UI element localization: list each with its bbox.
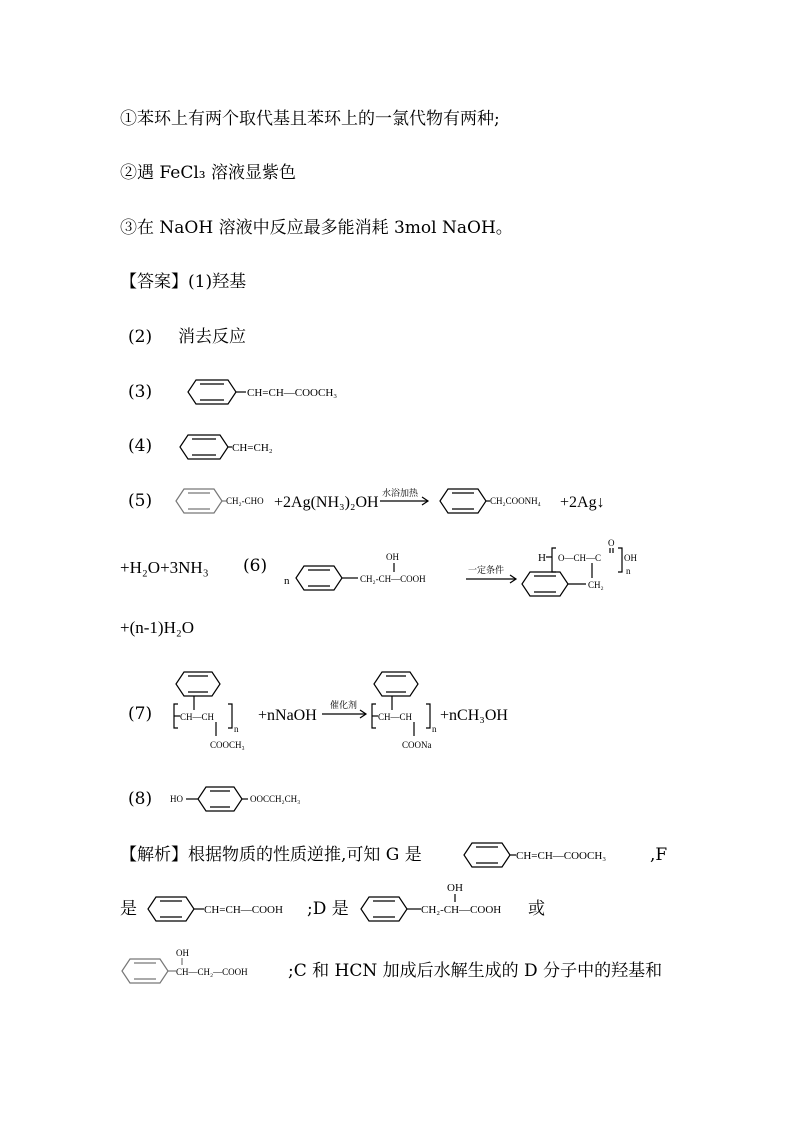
q3-group: CH=CH—COOCH₃ bbox=[247, 387, 338, 399]
benzene-ring-icon bbox=[198, 787, 242, 811]
benzene-ring-icon bbox=[374, 672, 418, 696]
analysis-f-structure bbox=[142, 894, 322, 924]
q7-condition: 催化剂 bbox=[330, 700, 358, 710]
benzene-ring-icon bbox=[188, 380, 236, 404]
benzene-ring-icon bbox=[180, 435, 228, 459]
q5-product-group: CH₂COONH₄ bbox=[490, 496, 541, 506]
answer-heading: 【答案】(1)羟基 bbox=[120, 272, 247, 292]
q6-tail: +(n-1)H₂O bbox=[120, 618, 195, 637]
q7-product-n: n bbox=[432, 724, 437, 734]
q6-oh: OH bbox=[386, 552, 399, 562]
q5-equation bbox=[170, 484, 610, 518]
q8-left: HO bbox=[170, 794, 183, 804]
q7-n: n bbox=[234, 724, 239, 734]
q7-salt: COONa bbox=[402, 740, 432, 750]
q6-number: (6) bbox=[243, 556, 268, 576]
analysis-d-structure bbox=[355, 880, 535, 924]
q6-polymer-chain: O—CH—C bbox=[558, 553, 602, 563]
q6-h: H bbox=[538, 552, 546, 564]
q6-carbonyl-o: O bbox=[608, 538, 615, 548]
benzene-ring-icon bbox=[296, 566, 342, 590]
q7-ester: COOCH₃ bbox=[210, 740, 245, 750]
q6-equation bbox=[282, 538, 662, 604]
q6-ch2: CH₂ bbox=[588, 580, 604, 590]
q8-number: (8) bbox=[128, 789, 153, 809]
q7-tail: +nCH₃OH bbox=[440, 707, 508, 724]
q5-number: (5) bbox=[128, 491, 153, 511]
analysis-line1: 【解析】根据物质的性质逆推,可知 G 是 bbox=[120, 845, 422, 865]
q5-tail: +2Ag↓ bbox=[560, 494, 605, 511]
q6-condition: 一定条件 bbox=[468, 565, 505, 575]
condition-1: ①苯环上有两个取代基且苯环上的一氯代物有两种; bbox=[120, 109, 500, 129]
benzene-ring-icon bbox=[176, 489, 222, 513]
benzene-ring-icon bbox=[148, 897, 194, 921]
q6-coefficient: n bbox=[284, 575, 290, 587]
benzene-ring-icon bbox=[361, 897, 407, 921]
analysis-g-structure bbox=[458, 840, 668, 870]
benzene-ring-icon bbox=[176, 672, 220, 696]
q7-number: (7) bbox=[128, 704, 153, 724]
q5-reagent: +2Ag(NH₃)₂OH bbox=[274, 494, 379, 511]
q7-reagent: +nNaOH bbox=[258, 707, 317, 724]
q8-structure bbox=[170, 784, 370, 814]
q6-n: n bbox=[626, 566, 631, 576]
q5-condition: 水浴加热 bbox=[382, 488, 419, 498]
analysis-line2-mid: ;D 是 bbox=[307, 899, 349, 919]
analysis-d-alt-chain: CH—CH₂—COOH bbox=[176, 967, 248, 977]
q3-structure bbox=[180, 377, 380, 407]
benzene-ring-icon bbox=[122, 959, 168, 983]
analysis-line1-end: ,F bbox=[650, 845, 668, 865]
benzene-ring-icon bbox=[464, 843, 510, 867]
q6-oh-end: OH bbox=[624, 553, 637, 563]
q3-number: (3) bbox=[128, 382, 153, 402]
benzene-ring-icon bbox=[522, 572, 568, 596]
benzene-ring-icon bbox=[440, 489, 486, 513]
q7-monomer: CH—CH bbox=[180, 712, 215, 722]
analysis-d-chain: CH₂-CH—COOH bbox=[421, 904, 502, 916]
analysis-d-oh: OH bbox=[447, 882, 463, 894]
analysis-g-group: CH=CH—COOCH₃ bbox=[516, 850, 607, 862]
q7-equation bbox=[170, 664, 570, 764]
q2-number: (2) bbox=[128, 327, 153, 347]
q2-answer: 消去反应 bbox=[178, 327, 246, 347]
analysis-d-alt-oh: OH bbox=[176, 948, 189, 958]
q4-structure bbox=[172, 432, 292, 462]
q5-line2: +H₂O+3NH₃ bbox=[120, 558, 209, 577]
analysis-line2-start: 是 bbox=[120, 899, 137, 919]
q7-polymer: CH—CH bbox=[378, 712, 413, 722]
analysis-line2-end: 或 bbox=[528, 899, 545, 919]
q4-number: (4) bbox=[128, 436, 153, 456]
analysis-d-alt-structure bbox=[118, 942, 298, 986]
q4-group: CH=CH₂ bbox=[232, 442, 273, 454]
analysis-line3: ;C 和 HCN 加成后水解生成的 D 分子中的羟基和 bbox=[288, 961, 663, 981]
q8-right: OOCCH₂CH₃ bbox=[250, 794, 301, 804]
analysis-f-group: CH=CH—COOH bbox=[204, 904, 283, 916]
condition-3: ③在 NaOH 溶液中反应最多能消耗 3mol NaOH。 bbox=[120, 218, 513, 238]
q6-reactant-chain: CH₂-CH—COOH bbox=[360, 574, 426, 584]
condition-2: ②遇 FeCl₃ 溶液显紫色 bbox=[120, 163, 296, 183]
q5-reactant-group: CH₂-CHO bbox=[226, 496, 264, 506]
